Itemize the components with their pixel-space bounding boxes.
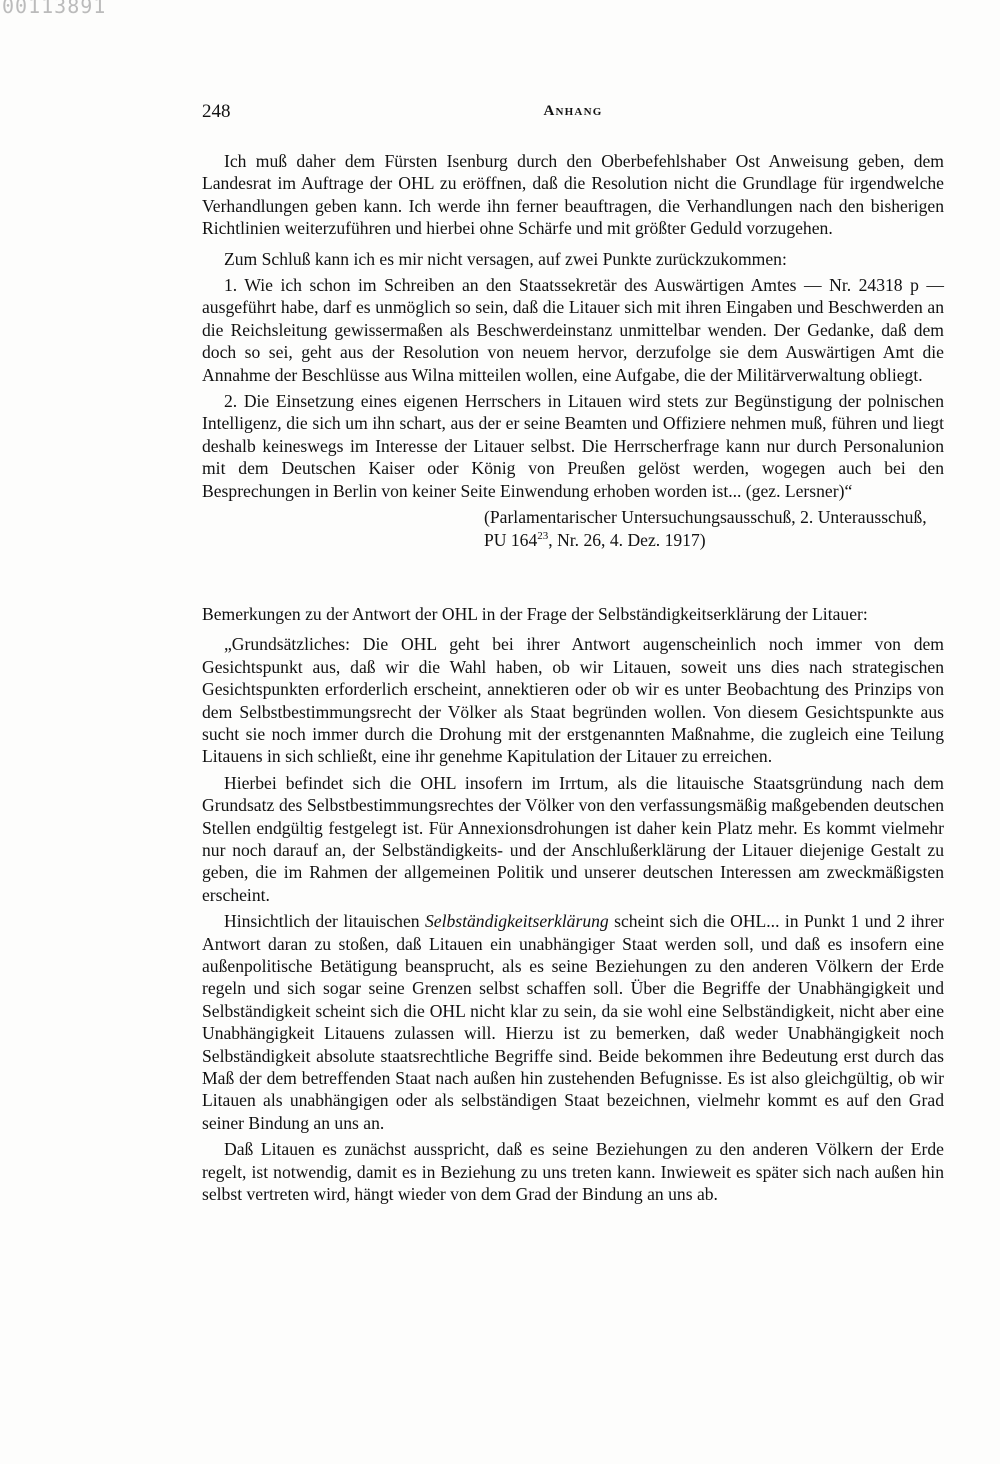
letter-paragraph-2: Zum Schluß kann ich es mir nicht versagen, auf zwei Punkte zurückzukommen: [224,248,787,269]
remarks-paragraph-4: Daß Litauen es zunächst ausspricht, daß es seine Beziehungen zu den anderen Völkern der Erde regelt, ist notwendig, damit es in Beziehung zu uns treten kann. Inwieweit es später sich nach außen hin selbst vertreten wird, hängt wieder von dem Grad der Bindung an uns ab. [202,1139,944,1205]
letter-point-1: 1. Wie ich schon im Schreiben an den Staatssekretär des Auswärtigen Amtes — Nr. 24318 p — ausgeführt habe, darf es unmöglich so sein, daß die Litauer sich mit ihren Eingaben und Beschwerden an die Reichsleitung gewissermaßen als Beschwerdeinstanz unmittelbar wenden. Der Gedanke, daß dem doch so sei, geht aus der Resolution von neuem hervor, derzufolge sie dem Auswärtigen Amt die Annahme der Beschlüsse aus Wilna mitteilen wollen, eine Aufgabe, die der Militärverwaltung obliegt. [202,275,944,385]
letter-point-2: 2. Die Einsetzung eines eigenen Herrschers in Litauen wird stets zur Begünstigung der polnischen Intelligenz, die sich um ihn schart, aus der er seine Beamten und Offiziere nehmen muß, führen und liegt deshalb keineswegs im Interesse der Litauer selbst. Die Herrscherfrage kann nur durch Personalunion mit dem Deutschen Kaiser oder König von Preußen gelöst werden, wogegen auch bei den Besprechungen in Berlin von keiner Seite Einwendung erhoben worden ist... (gez. Lersner)“ [202,391,944,501]
source-citation-text-end: , Nr. 26, 4. Dez. 1917) [548,529,706,550]
page-number: 248 [202,101,231,122]
remarks-paragraph-2: Hierbei befindet sich die OHL insofern im Irrtum, als die litauische Staatsgründung nach dem Grundsatz des Selbstbestimmungsrechtes der Völker von den verfassungsmäßig maßgebenden deutschen Stellen endgültig festgelegt ist. Für Annexionsdrohungen ist daher kein Platz mehr. Es kommt vielmehr nur noch darauf an, der Selbständigkeits- und der Anschlußerklärung der Litauer diejenige Gestalt zu geben, die im Rahmen der allgemeinen Politik und unserer deutschen Interessen am zweckmäßigsten erscheint. [202,772,944,905]
page-header [202,101,944,131]
remarks-paragraph-3-start: Hinsichtlich der litauischen [224,911,425,932]
remarks-paragraph-3-rest: scheint sich die OHL... in Punkt 1 und 2 ihrer Antwort daran zu stoßen, daß Litauen ein unabhängiger Staat werden soll, und daß es insofern eine außenpolitische Betätigung beansprucht, als es seine Beziehungen zu den anderen Völkern der Erde regeln und sich sogar seine Grenzen selbst schaffen soll. Über die Begriffe der Unabhängigkeit und Selbständigkeit scheint sich die OHL nicht klar zu sein, da sie wohl eine Selbständigkeit, nicht aber eine Unabhängigkeit Litauens zulassen will. Hierzu ist zu bemerken, daß weder Unabhängigkeit noch Selbständigkeit absolute staatsrechtliche Begriffe sind. Beide bekommen ihre Bedeutung erst durch das Maß der dem betreffenden Staat nach außen hin zustehenden Befugnisse. Es ist also gleichgültig, ob wir Litauen als unabhängigen oder als selbständigen Staat bezeichnen, vielmehr kommt es auf den Grad seiner Bindung an uns an. [202,911,944,1133]
scan-edge-mark: 00113891 [2,0,107,18]
remarks-paragraph-1: „Grundsätzliches: Die OHL geht bei ihrer Antwort augenscheinlich noch immer von dem Gesichtspunkt aus, daß wir die Wahl haben, ob wir Litauen, soweit uns dies nach strategischen Gesichtspunkten erforderlich erscheint, annektieren oder ob wir es unter Beobachtung des Prinzips von dem Selbstbestimmungsrecht der Völker als Staat begründen wollen. Von diesem Gesichtspunkte aus sucht sie noch immer durch die Drohung mit der erstgenannten Maßnahme, die zugleich eine Teilung Litauens in sich schließt, eine ihr genehme Kapitulation der Litauer zu erreichen. [202,634,944,767]
letter-paragraph-1: Ich muß daher dem Fürsten Isenburg durch den Oberbefehlshaber Ost Anweisung geben, dem Landesrat im Auftrage der OHL zu eröffnen, daß die Resolution nicht die Grundlage für irgendwelche Verhandlungen geben kann. Ich werde ihn ferner beauftragen, die Verhandlungen nach den bisherigen Richtlinien weiterzuführen und hierbei ohne Schärfe und mit größter Geduld vorzugehen. [202,151,944,239]
remarks-paragraph-3 [202,910,944,1134]
remarks-emphasis: Selbständigkeitserklärung [424,911,609,932]
source-citation [484,506,944,551]
remarks-intro: Bemerkungen zu der Antwort der OHL in der Frage der Selbständigkeitserklärung der Litauer: [202,603,868,624]
source-citation-text: (Parlamentarischer Untersuchungsausschuß, 2. Unterausschuß, PU 164 [484,507,927,550]
source-footnote-mark: 23 [537,529,549,542]
running-head: Anhang [543,103,603,119]
body-text [202,150,944,1205]
